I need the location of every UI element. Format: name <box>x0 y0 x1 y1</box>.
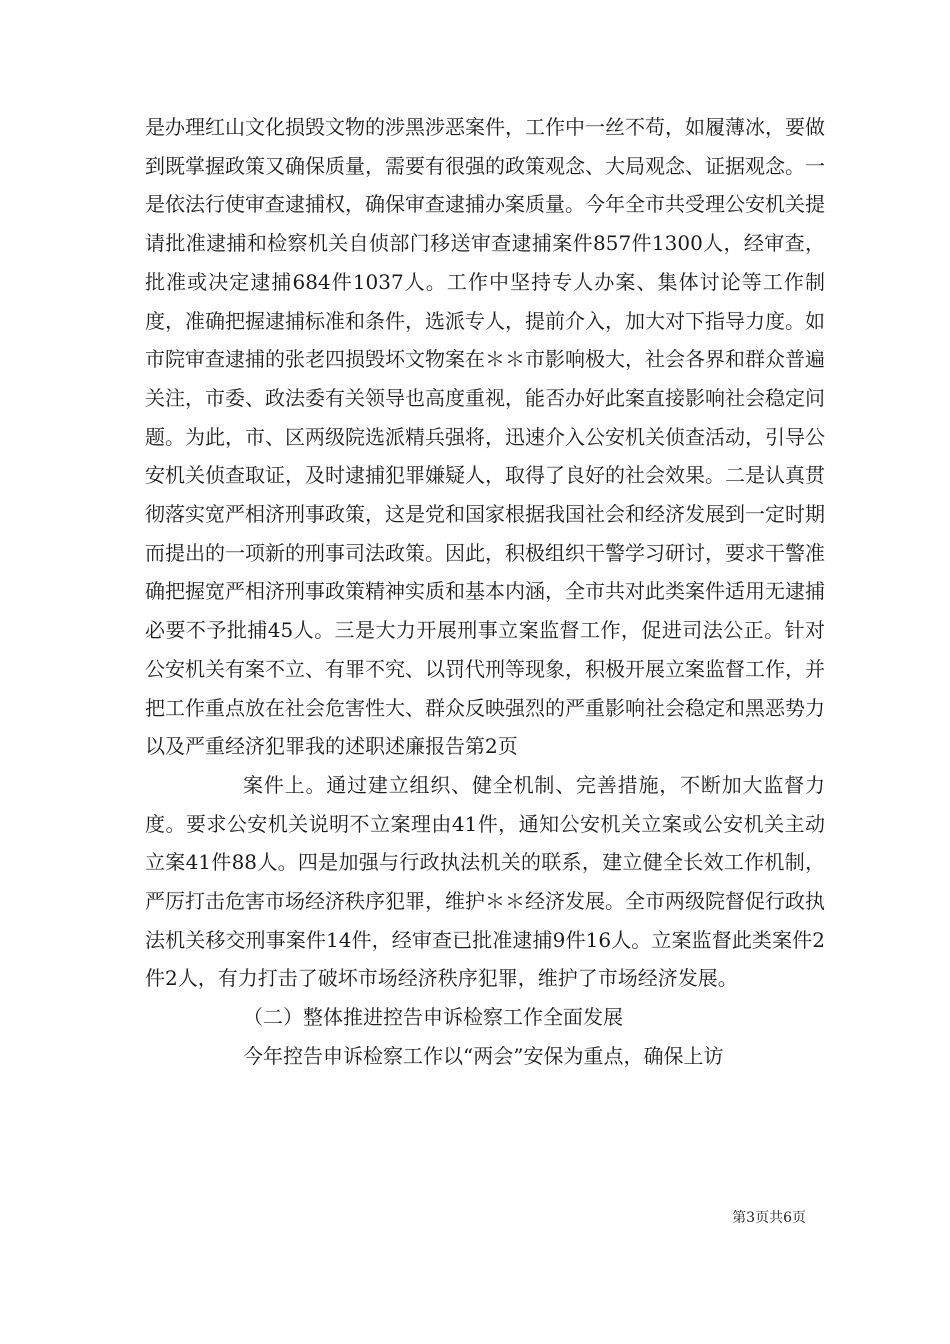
section-heading: （二）整体推进控告申诉检察工作全面发展 <box>243 1005 623 1030</box>
paragraph-continuation: 是办理红山文化损毁文物的涉黑涉恶案件，工作中一丝不苟，如履薄冰，要做到既掌握政策又确保质量，需要有很强的政策观念、大局观念、证据观念。一是依法行使审查逮捕权，确保审查逮捕办案质量。今年全市共受理公安机关提请批准逮捕和检察机关自侦部门移送审查逮捕案件857件1300人，经审查，批准或决定逮捕684件1037人。工作中坚持专人办案、集体讨论等工作制度，准确把握逮捕标准和条件，选派专人，提前介入，加大对下指导力度。如市院审查逮捕的张老四损毁坏文物案在＊＊市影响极大，社会各界和群众普遍关注，市委、政法委有关领导也高度重视，能否办好此案直接影响社会稳定问题。为此，市、区两级院选派精兵强将，迅速介入公安机关侦查活动，引导公安机关侦查取证，及时逮捕犯罪嫌疑人，取得了良好的社会效果。二是认真贯彻落实宽严相济刑事政策，这是党和国家根据我国社会和经济发展到一定时期而提出的一项新的刑事司法政策。因此，积极组织干警学习研讨，要求干警准确把握宽严相济刑事政策精神实质和基本内涵，全市共对此类案件适用无逮捕必要不予批捕45人。三是大力开展刑事立案监督工作，促进司法公正。针对公安机关有案不立、有罪不究、以罚代刑等现象，积极开展立案监督工作，并把工作重点放在社会危害性大、群众反映强烈的严重影响社会稳定和黑恶势力以及严重经济犯罪我的述职述廉报告第2页 <box>145 115 825 759</box>
page-number: 第3页共6页 <box>732 1210 806 1226</box>
document-body <box>145 108 825 1076</box>
paragraph-complaints: 今年控告申诉检察工作以“两会”安保为重点，确保上访 <box>243 1043 724 1068</box>
paragraph-cases: 案件上。通过建立组织、健全机制、完善措施，不断加大监督力度。要求公安机关说明不立案理由41件，通知公安机关立案或公安机关主动立案41件88人。四是加强与行政执法机关的联系，建立健全长效工作机制，严厉打击危害市场经济秩序犯罪，维护＊＊经济发展。全市两级院督促行政执法机关移交刑事案件14件，经审查已批准逮捕9件16人。立案监督此类案件2件2人，有力打击了破坏市场经济秩序犯罪，维护了市场经济发展。 <box>145 772 825 991</box>
